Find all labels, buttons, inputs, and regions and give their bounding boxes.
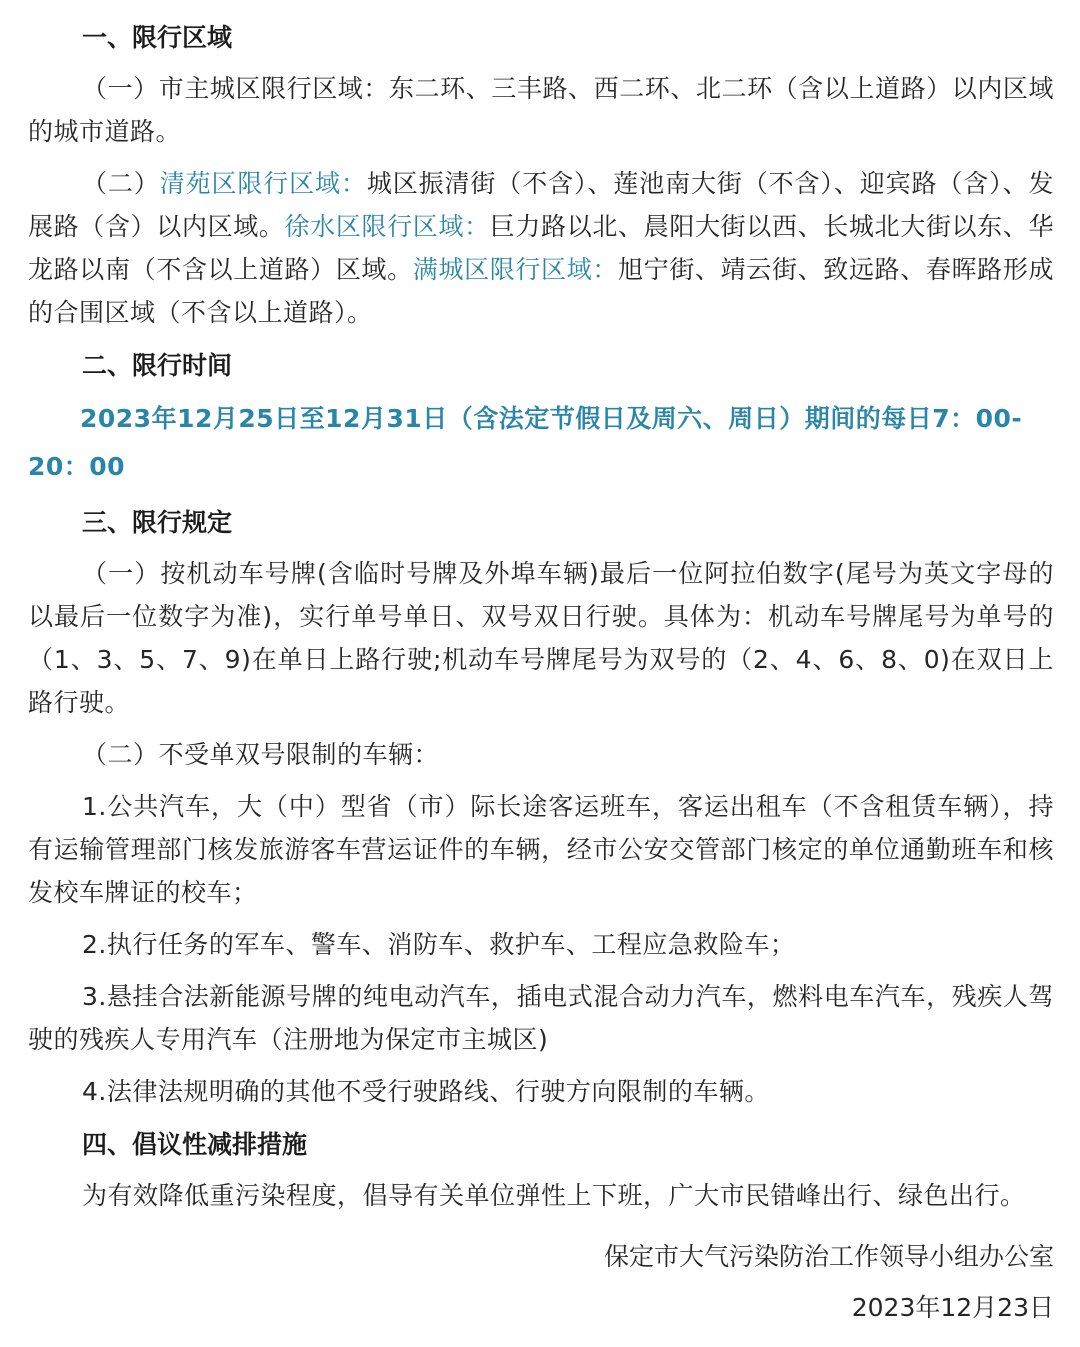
signature-organization: 保定市大气污染防治工作领导小组办公室: [603, 1242, 1054, 1271]
section1-paragraph-1: （一）市主城区限行区域：东二环、三丰路、西二环、北二环（含以上道路）以内区域的城市道路。: [28, 74, 1054, 146]
mancheng-label: 满城区限行区域：: [412, 255, 619, 284]
mancheng-text: 旭宁街、靖云街、致远路、春晖路形成的合围区域（不含以上道路）。: [28, 255, 1054, 327]
section4-heading: 四、倡议性减排措施: [82, 1130, 308, 1159]
restriction-time: 2023年12月25日至12月31日（含法定节假日及周六、周日）期间的每日7：00-20：00: [28, 404, 1023, 481]
exempt-item-3: 3.悬挂合法新能源号牌的纯电动汽车，插电式混合动力汽车，燃料电车汽车，残疾人驾驶的残疾人专用汽车（注册地为保定市主城区): [28, 982, 1054, 1054]
exempt-item-1: 1.公共汽车，大（中）型省（市）际长途客运班车，客运出租车（不含租赁车辆），持有运输管理部门核发旅游客车营运证件的车辆，经市公安交管部门核定的单位通勤班车和核发校车牌证的校车；: [28, 792, 1054, 907]
section2-heading: 二、限行时间: [82, 351, 233, 380]
section1-heading: 一、限行区域: [82, 23, 233, 52]
section4-paragraph-1: 为有效降低重污染程度，倡导有关单位弹性上下班，广大市民错峰出行、绿色出行。: [82, 1181, 1026, 1210]
qingyuan-text: 城区振清街（不含）、莲池南大街（不含）、迎宾路（含）、发展路（含）以内区域。: [28, 169, 1054, 241]
xushui-text: 巨力路以北、晨阳大街以西、长城北大街以东、华龙路以南（不含以上道路）区域。: [28, 212, 1054, 284]
section3-paragraph-1: （一）按机动车号牌(含临时号牌及外埠车辆)最后一位阿拉伯数字(尾号为英文字母的以最后一位数字为准)，实行单号单日、双号双日行驶。具体为：机动车号牌尾号为单号的（1、3、5、7、9)在单日上路行驶;机动车号牌尾号为双号的（2、4、6、8、0)在双日上路行驶。: [28, 559, 1054, 717]
signature-date: 2023年12月23日: [851, 1293, 1054, 1322]
xushui-label: 徐水区限行区域：: [284, 212, 490, 241]
section1-paragraph-2: [28, 162, 1054, 334]
section3-heading: 三、限行规定: [82, 508, 233, 537]
section3-paragraph-2: （二）不受单双号限制的车辆：: [82, 740, 440, 769]
qingyuan-label: 清苑区限行区域：: [159, 169, 367, 198]
exempt-item-2: 2.执行任务的军车、警车、消防车、救护车、工程应急救险车；: [82, 930, 796, 959]
exempt-item-4: 4.法律法规明确的其他不受行驶路线、行驶方向限制的车辆。: [82, 1077, 770, 1106]
paragraph-prefix: （二）: [82, 169, 160, 198]
